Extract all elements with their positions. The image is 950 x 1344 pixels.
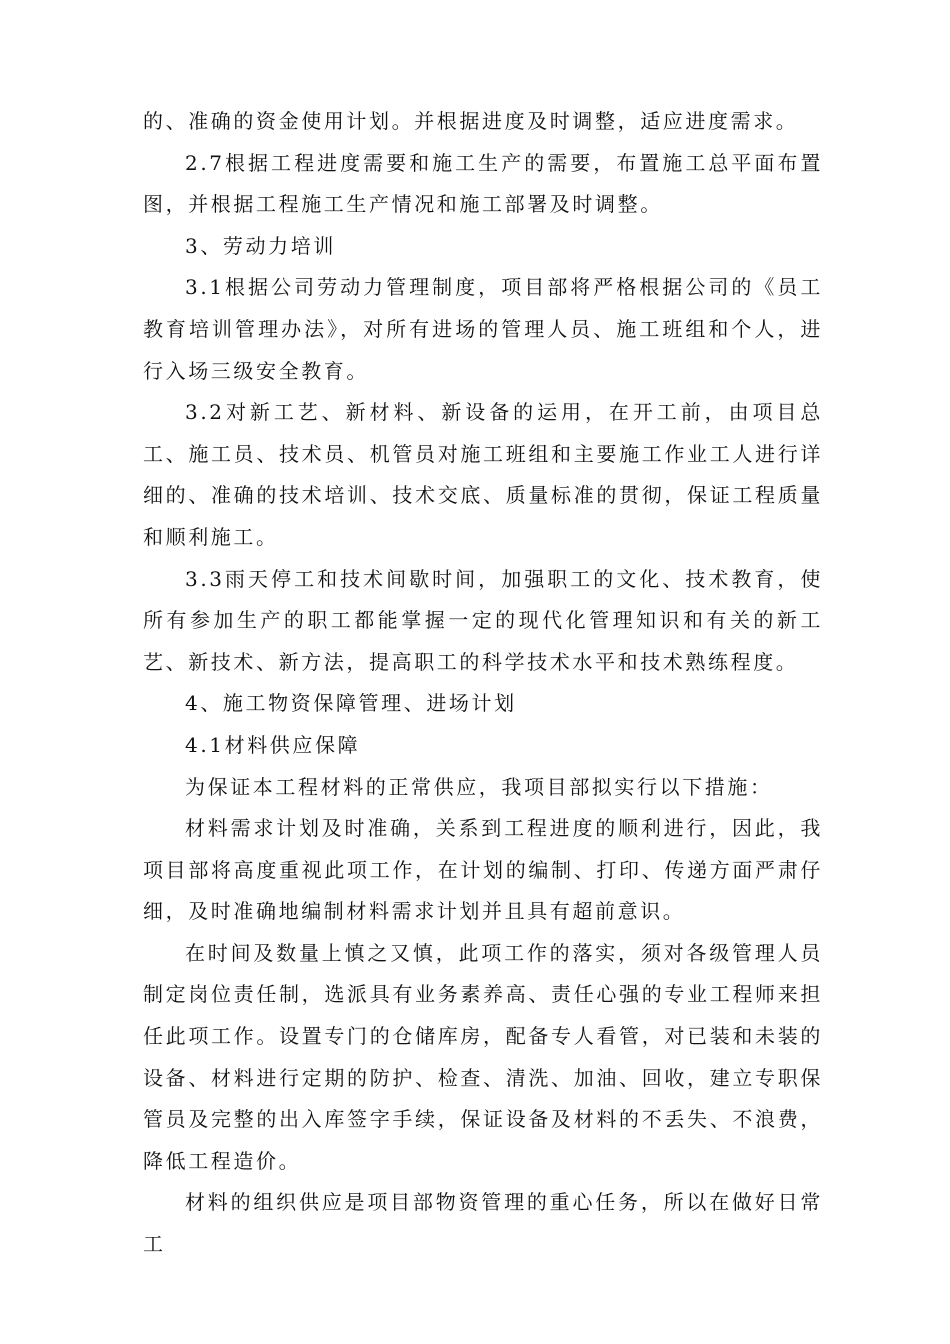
paragraph-1: 的、准确的资金使用计划。并根据进度及时调整，适应进度需求。 xyxy=(143,109,799,133)
paragraph-measures-intro: 为保证本工程材料的正常供应，我项目部拟实行以下措施： xyxy=(185,774,773,799)
subsection-heading-4-1: 4.1材料供应保障 xyxy=(185,732,361,757)
paragraph-3-1: 3.1根据公司劳动力管理制度，项目部将严格根据公司的《员工教育培训管理办法》，对所有进场的管理人员、施工班组和个人，进行入场三级安全教育。 xyxy=(143,275,823,383)
paragraph-responsibility: 在时间及数量上慎之又慎，此项工作的落实，须对各级管理人员制定岗位责任制，选派具有业务素养高、责任心强的专业工程师来担任此项工作。设置专门的仓储库房，配备专人看管，对已装和未装的设备、材料进行定期的防护、检查、清洗、加油、回收，建立专职保管员及完整的出入库签字手续，保证设备及材料的不丢失、不浪费，降低工程造价。 xyxy=(143,940,823,1173)
document-body xyxy=(143,101,823,1266)
section-heading-4: 4、施工物资保障管理、进场计划 xyxy=(185,691,517,716)
paragraph-material-plan: 材料需求计划及时准确，关系到工程进度的顺利进行，因此，我项目部将高度重视此项工作，在计划的编制、打印、传递方面严肃仔细，及时准确地编制材料需求计划并且具有超前意识。 xyxy=(143,816,823,924)
paragraph-3-3: 3.3雨天停工和技术间歇时间，加强职工的文化、技术教育，使所有参加生产的职工都能掌握一定的现代化管理知识和有关的新工艺、新技术、新方法，提高职工的科学技术水平和技术熟练程度。 xyxy=(143,566,823,674)
section-heading-3: 3、劳动力培训 xyxy=(185,233,336,258)
paragraph-2: 2.7根据工程进度需要和施工生产的需要，布置施工总平面布置图，并根据工程施工生产情况和施工部署及时调整。 xyxy=(143,150,823,217)
paragraph-supply-organization: 材料的组织供应是项目部物资管理的重心任务，所以在做好日常工 xyxy=(143,1190,823,1257)
paragraph-3-2: 3.2对新工艺、新材料、新设备的运用，在开工前，由项目总工、施工员、技术员、机管员对施工班组和主要施工作业工人进行详细的、准确的技术培训、技术交底、质量标准的贯彻，保证工程质量和顺利施工。 xyxy=(143,400,823,549)
